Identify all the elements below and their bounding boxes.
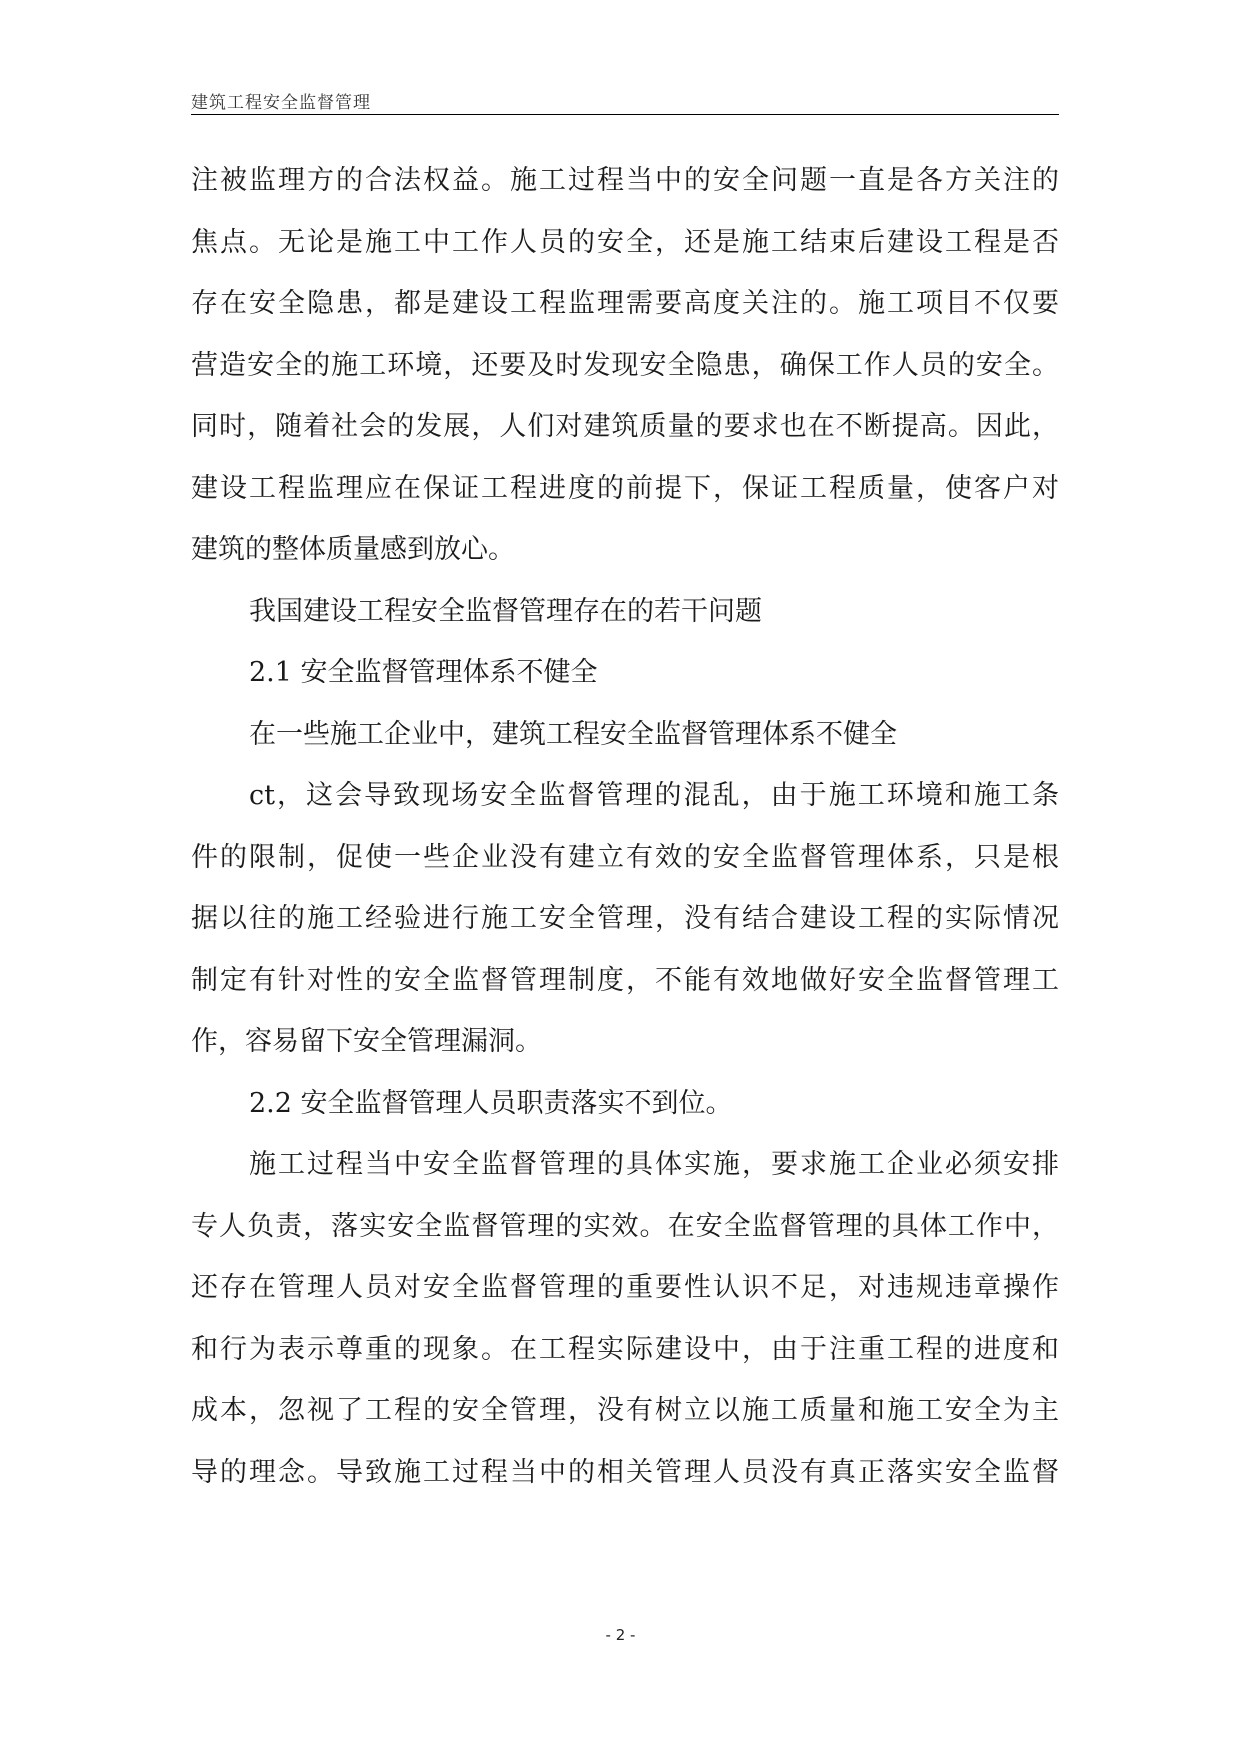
document-body xyxy=(191,150,1059,1503)
text-line: 同时，随着社会的发展，人们对建筑质量的要求也在不断提高。因此， xyxy=(191,411,1059,442)
text-line: 作，容易留下安全管理漏洞。 xyxy=(191,1026,542,1057)
text-line: 建筑的整体质量感到放心。 xyxy=(191,534,515,565)
text-line: 成本，忽视了工程的安全管理，没有树立以施工质量和施工安全为主 xyxy=(191,1395,1059,1426)
text-line: 建设工程监理应在保证工程进度的前提下，保证工程质量，使客户对 xyxy=(191,472,1059,504)
text-line: 导的理念。导致施工过程当中的相关管理人员没有真正落实安全监督 xyxy=(191,1456,1059,1488)
text-line: 还存在管理人员对安全监督管理的重要性认识不足，对违规违章操作 xyxy=(191,1272,1059,1303)
text-line: 件的限制，促使一些企业没有建立有效的安全监督管理体系，只是根 xyxy=(191,841,1059,873)
section-heading: 我国建设工程安全监督管理存在的若干问题 xyxy=(249,595,762,627)
page-number: - 2 - xyxy=(605,1626,636,1644)
text-line: ct，这会导致现场安全监督管理的混乱，由于施工环境和施工条 xyxy=(249,780,1059,811)
text-line: 专人负责，落实安全监督管理的实效。在安全监督管理的具体工作中， xyxy=(191,1210,1059,1242)
page-header xyxy=(191,84,1059,115)
text-line: 存在安全隐患，都是建设工程监理需要高度关注的。施工项目不仅要 xyxy=(191,288,1059,319)
text-line: 和行为表示尊重的现象。在工程实际建设中，由于注重工程的进度和 xyxy=(191,1333,1059,1365)
text-line: 在一些施工企业中，建筑工程安全监督管理体系不健全 xyxy=(249,718,897,750)
subsection-heading: 2.2 安全监督管理人员职责落实不到位。 xyxy=(249,1087,733,1119)
text-line: 制定有针对性的安全监督管理制度，不能有效地做好安全监督管理工 xyxy=(191,964,1059,996)
header-title: 建筑工程安全监督管理 xyxy=(191,93,371,113)
subsection-heading: 2.1 安全监督管理体系不健全 xyxy=(249,657,598,688)
text-line: 焦点。无论是施工中工作人员的安全，还是施工结束后建设工程是否 xyxy=(191,226,1059,258)
text-line: 施工过程当中安全监督管理的具体实施，要求施工企业必须安排 xyxy=(249,1149,1059,1180)
text-line: 营造安全的施工环境，还要及时发现安全隐患，确保工作人员的安全。 xyxy=(191,349,1059,381)
text-line: 据以往的施工经验进行施工安全管理，没有结合建设工程的实际情况 xyxy=(191,903,1059,934)
text-line: 注被监理方的合法权益。施工过程当中的安全问题一直是各方关注的 xyxy=(191,165,1059,196)
